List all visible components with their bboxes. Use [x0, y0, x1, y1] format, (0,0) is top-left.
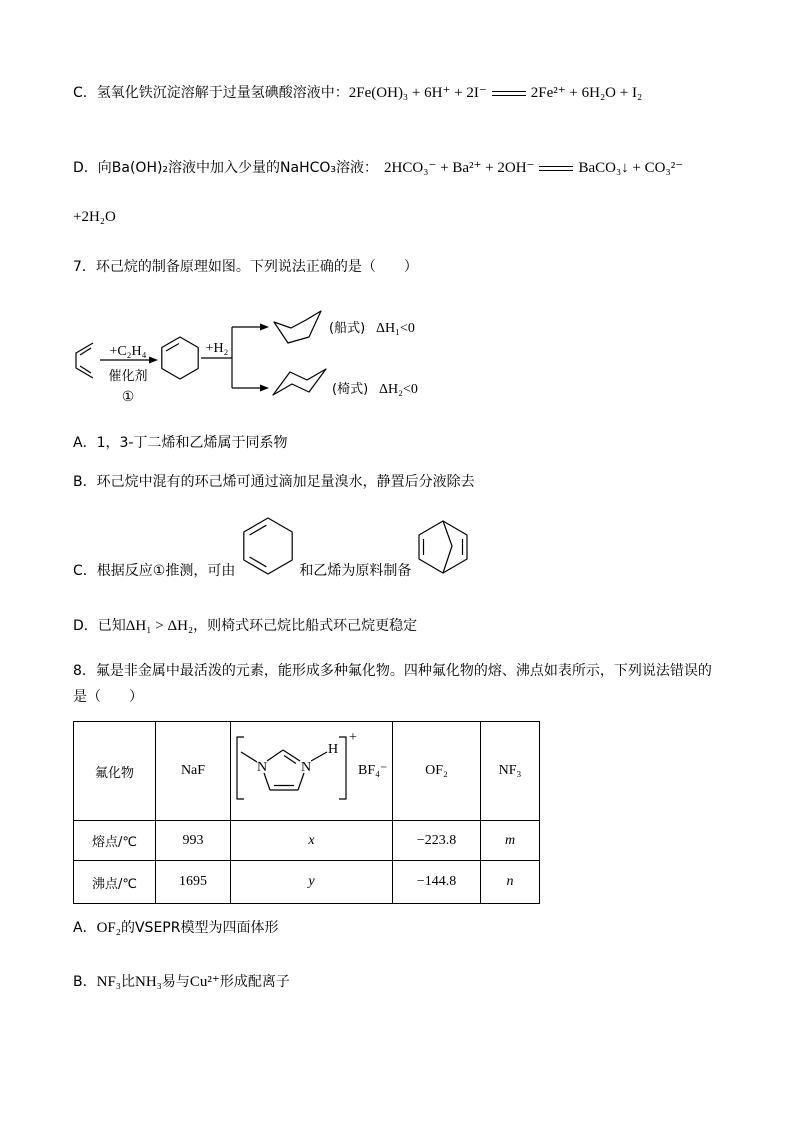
boat-cyclohexane-structure	[274, 311, 321, 343]
ring-bond	[283, 750, 300, 761]
q6-option-d	[73, 158, 683, 178]
equation-lhs: 2Fe(OH)₃ + 6H⁺ + 2I⁻	[348, 85, 487, 101]
arrowhead	[260, 385, 269, 392]
cyclohexane-synthesis-scheme	[60, 295, 440, 413]
table-cell: x	[231, 821, 393, 861]
q8-option-a-formula: OF₂	[96, 920, 121, 936]
q8-option-b-text-3: 形成配离子	[219, 974, 290, 990]
q7-option-d-formula: ΔH₁ > ΔH₂	[125, 618, 194, 634]
q7-stem: 7．环己烷的制备原理如图。下列说法正确的是（ ）	[73, 259, 418, 275]
q6-option-c	[73, 83, 642, 103]
methyl-bond	[241, 752, 257, 762]
bicyclooctadiene-outer-ring	[419, 521, 467, 573]
q7-option-c	[73, 513, 475, 581]
left-bracket	[237, 737, 244, 799]
table-cell: −144.8	[393, 861, 481, 904]
q7-option-d	[73, 616, 417, 636]
q6-option-c-label: C．氢氧化铁沉淀溶解于过量氢碘酸溶液中：	[73, 85, 349, 101]
header-of2: OF₂	[393, 722, 481, 821]
q8-stem-line-1: 8．氟是非金属中最活泼的元素，能形成多种氟化物。四种氟化物的熔、沸点如表所示，下列说法错误的	[73, 663, 712, 679]
q7-option-c-text-2: 和乙烯为原料制备	[299, 563, 412, 579]
cyclohexadiene-ring	[244, 518, 292, 574]
butadiene-structure	[76, 343, 93, 378]
table-cell: m	[481, 821, 540, 861]
header-nf3: NF₃	[481, 722, 540, 821]
q7-option-a: A．1，3-丁二烯和乙烯属于同系物	[73, 435, 288, 451]
q8-option-b-prefix: B．	[73, 974, 97, 990]
hydrogen-label: H	[327, 742, 339, 757]
imidazolium-tetrafluoroborate-structure	[232, 723, 392, 819]
q6-option-d-label: D．向Ba(OH)₂溶液中加入少量的NaHCO₃溶液：	[73, 160, 379, 176]
reaction-equals-sign	[539, 166, 573, 171]
q7-option-d-text-2: ，则椅式环己烷比船式环己烷更稳定	[193, 618, 418, 634]
chair-label: (椅式)	[332, 382, 369, 397]
cyclohexene-structure	[162, 337, 198, 379]
equation-rhs: BaCO₃↓ + CO₃²⁻	[578, 160, 684, 176]
right-bracket	[339, 737, 346, 799]
q8-option-b-formula-3: Cu²⁺	[189, 974, 220, 990]
boat-enthalpy: ΔH₁<0	[376, 321, 415, 336]
n-h-bond	[311, 752, 327, 761]
table-row-boiling-point	[74, 861, 540, 904]
arrowhead	[149, 357, 158, 364]
table-cell: y	[231, 861, 393, 904]
equation-lhs: 2HCO₃⁻ + Ba²⁺ + 2OH⁻	[384, 160, 535, 176]
q8-option-b-text-1: 比	[121, 974, 136, 990]
ring-bond	[264, 773, 270, 790]
catalyst-label: 催化剂	[108, 369, 148, 384]
q8-option-a-text: 的VSEPR模型为四面体形	[120, 920, 279, 936]
q8-option-a-prefix: A．	[73, 920, 97, 936]
q7-option-c-text-1: C．根据反应①推测，可由	[73, 563, 236, 579]
table-row-melting-point	[74, 821, 540, 861]
header-ionic-liquid	[231, 722, 393, 821]
reaction-equals-sign	[492, 91, 526, 96]
row-label: 熔点/℃	[74, 821, 156, 861]
q8-option-b-formula-1: NF₃	[96, 974, 122, 990]
step-number: ①	[121, 390, 135, 405]
bicyclooctadiene-bridge	[443, 521, 452, 573]
q8-option-b-formula-2: NH₃	[135, 974, 162, 990]
q8-stem-line-2: 是（ ）	[73, 689, 143, 705]
table-header-row	[74, 722, 540, 821]
header-fluoride: 氟化物	[74, 722, 156, 821]
nitrogen-1-label: N	[256, 760, 268, 775]
table-cell: 1695	[156, 861, 231, 904]
boat-label: (船式)	[329, 321, 366, 336]
q6-option-d-equation	[384, 160, 683, 176]
q8-option-b	[73, 972, 290, 992]
q7-option-d-text-1: D．已知	[73, 618, 126, 634]
ring-bond	[267, 750, 283, 761]
q8-option-b-text-2: 易与	[161, 974, 190, 990]
chair-enthalpy: ΔH₂<0	[379, 382, 418, 397]
reagent-ethylene: +C₂H₄	[109, 344, 147, 359]
equation-rhs: 2Fe²⁺ + 6H₂O + I₂	[530, 85, 643, 101]
nitrogen-3-label: N	[300, 760, 312, 775]
chair-cyclohexane-structure	[273, 369, 326, 395]
q6-option-c-equation	[349, 85, 642, 101]
fluoride-properties-table	[73, 721, 540, 904]
q7-option-b: B．环己烷中混有的环己烯可通过滴加足量溴水，静置后分液除去	[73, 474, 475, 490]
arrowhead	[260, 324, 269, 331]
table-cell: 993	[156, 821, 231, 861]
table-cell: −223.8	[393, 821, 481, 861]
header-naf: NaF	[156, 722, 231, 821]
q6-option-d-continuation: +2H₂O	[73, 209, 116, 225]
cation-charge: +	[349, 730, 357, 745]
cyclohexadiene-structure	[235, 513, 299, 581]
anion-label: BF₄⁻	[358, 763, 388, 778]
q8-option-a	[73, 918, 278, 938]
reagent-hydrogen: +H₂	[205, 341, 229, 356]
bicyclooctadiene-structure	[411, 513, 475, 581]
table-cell: n	[481, 861, 540, 904]
cyclohexene-ring	[162, 337, 198, 379]
ring-bond	[298, 773, 304, 790]
row-label: 沸点/℃	[74, 861, 156, 904]
